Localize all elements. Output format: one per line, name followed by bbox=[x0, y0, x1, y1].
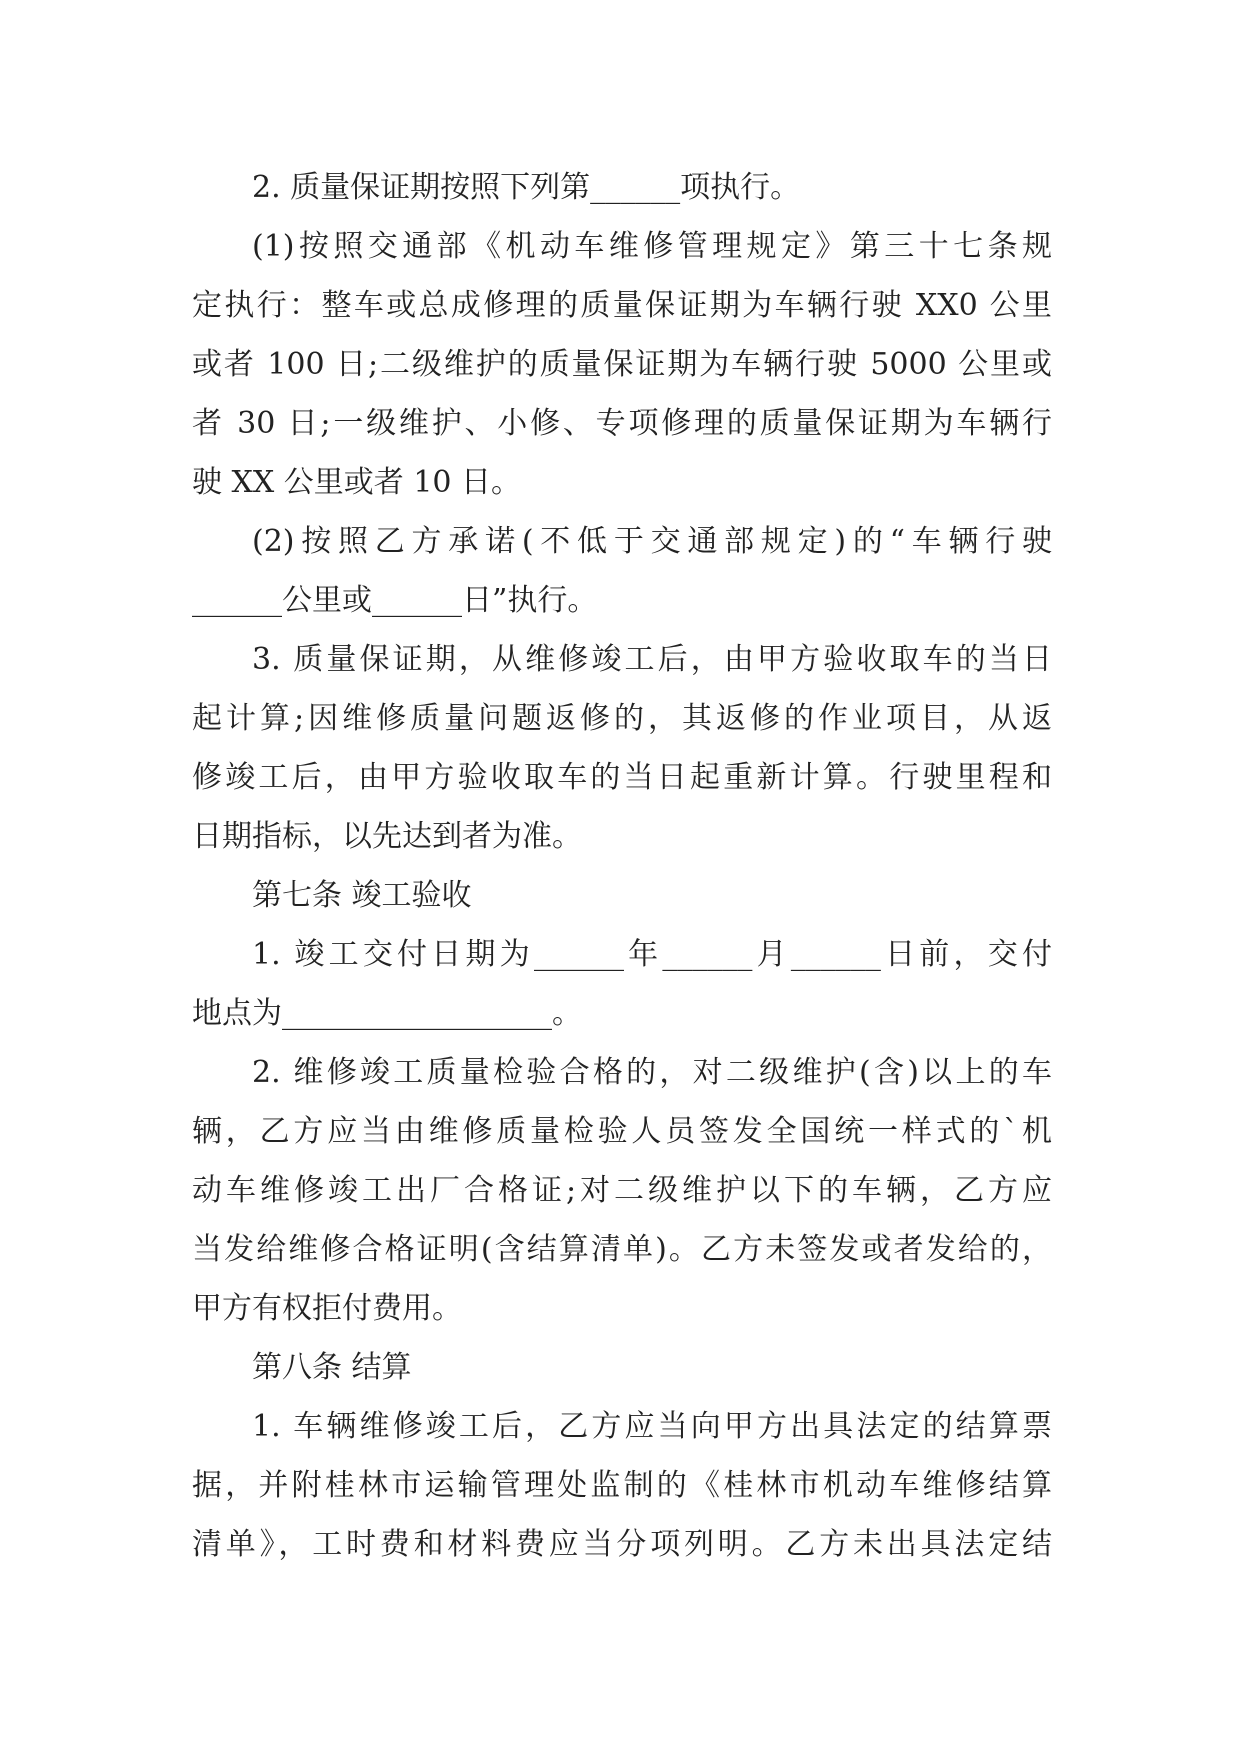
document-line: (2)按照乙方承诺(不低于交通部规定)的“车辆行驶 bbox=[252, 524, 1052, 559]
document-line: 甲方有权拒付费用。 bbox=[192, 1291, 462, 1326]
document-line: 清单》，工时费和材料费应当分项列明。乙方未出具法定结 bbox=[192, 1527, 1052, 1562]
document-line: 定执行：整车或总成修理的质量保证期为车辆行驶 XX0 公里 bbox=[192, 288, 1052, 323]
document-line: 3. 质量保证期，从维修竣工后，由甲方验收取车的当日 bbox=[252, 642, 1052, 677]
document-line: 起计算;因维修质量问题返修的，其返修的作业项目，从返 bbox=[192, 701, 1052, 736]
document-body bbox=[192, 158, 1052, 1574]
document-line: 驶 XX 公里或者 10 日。 bbox=[192, 465, 522, 500]
document-line: 第七条 竣工验收 bbox=[252, 878, 472, 913]
document-line: 修竣工后，由甲方验收取车的当日起重新计算。行驶里程和 bbox=[192, 760, 1052, 795]
document-line: 1. 竣工交付日期为______年______月______日前，交付 bbox=[252, 937, 1052, 972]
document-line: 地点为__________________。 bbox=[192, 996, 582, 1031]
document-line: 2. 质量保证期按照下列第______项执行。 bbox=[252, 170, 801, 205]
document-line: ______公里或______日”执行。 bbox=[192, 583, 598, 618]
document-line: (1)按照交通部《机动车维修管理规定》第三十七条规 bbox=[252, 229, 1052, 264]
document-line: 2. 维修竣工质量检验合格的，对二级维护(含)以上的车 bbox=[252, 1055, 1052, 1090]
document-line: 者 30 日;一级维护、小修、专项修理的质量保证期为车辆行 bbox=[192, 406, 1052, 441]
document-line: 第八条 结算 bbox=[252, 1350, 412, 1385]
document-line: 日期指标，以先达到者为准。 bbox=[192, 819, 582, 854]
document-line: 或者 100 日;二级维护的质量保证期为车辆行驶 5000 公里或 bbox=[192, 347, 1052, 382]
document-line: 1. 车辆维修竣工后，乙方应当向甲方出具法定的结算票 bbox=[252, 1409, 1052, 1444]
document-line: 动车维修竣工出厂合格证;对二级维护以下的车辆，乙方应 bbox=[192, 1173, 1052, 1208]
document-line: 据，并附桂林市运输管理处监制的《桂林市机动车维修结算 bbox=[192, 1468, 1052, 1503]
document-line: 辆，乙方应当由维修质量检验人员签发全国统一样式的`机 bbox=[192, 1114, 1052, 1149]
document-line: 当发给维修合格证明(含结算清单)。乙方未签发或者发给的， bbox=[192, 1232, 1052, 1267]
